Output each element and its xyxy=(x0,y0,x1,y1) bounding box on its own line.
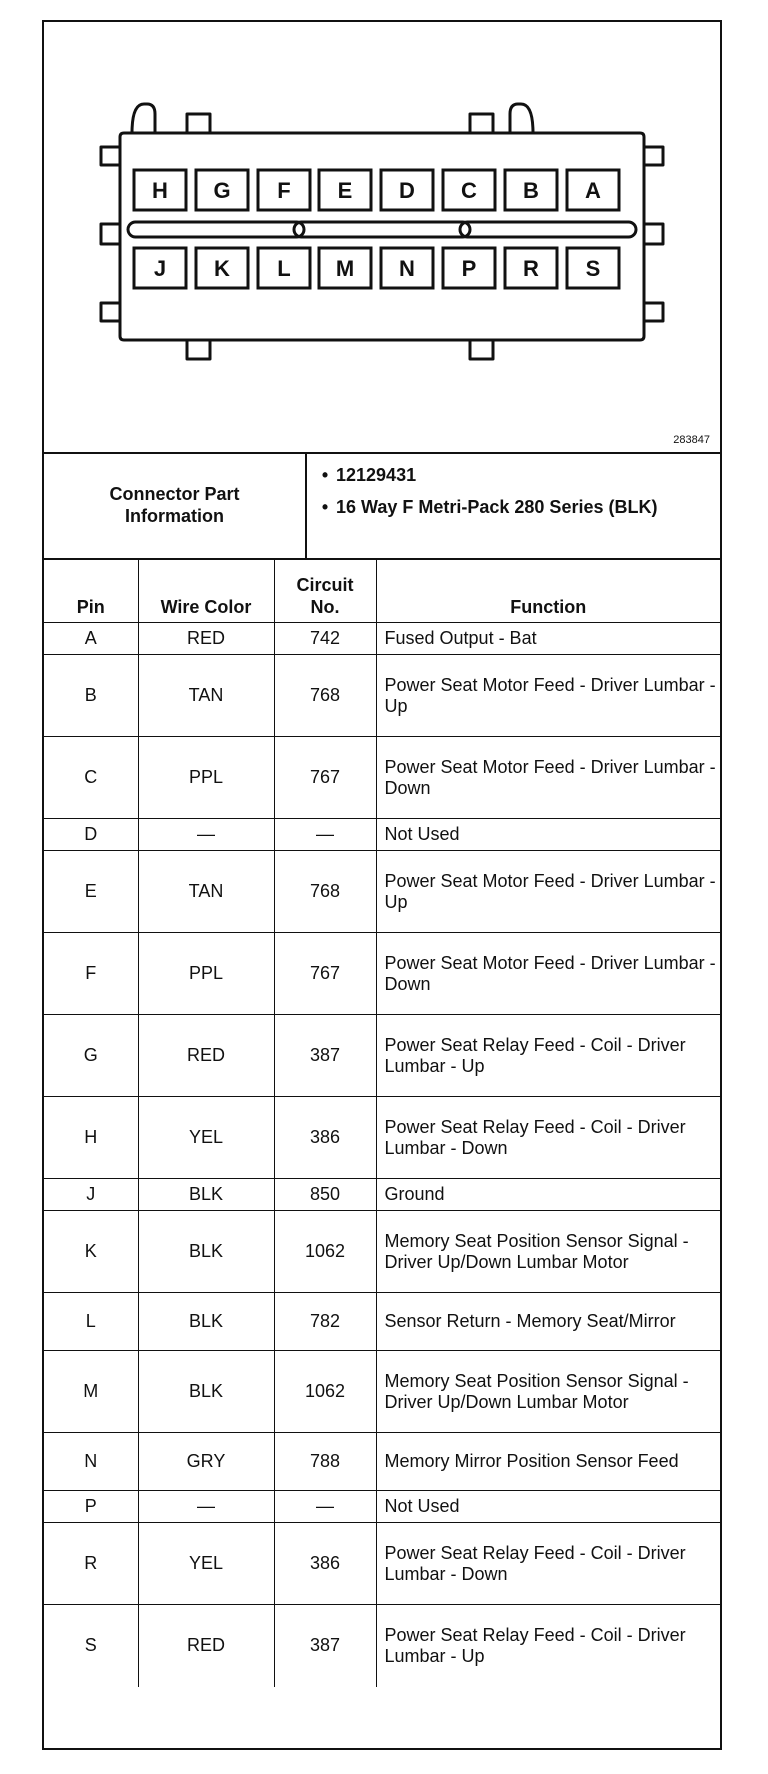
pin-slot-right xyxy=(460,222,636,237)
pin-label-P: P xyxy=(461,256,477,281)
table-row xyxy=(44,655,720,737)
function-cell: Fused Output - Bat xyxy=(376,623,720,655)
circuit-cell: 1062 xyxy=(274,1211,376,1293)
pin-label-G: G xyxy=(213,178,231,203)
pin-label-M: M xyxy=(335,256,355,281)
circuit-cell: 768 xyxy=(274,655,376,737)
connector-sheet xyxy=(42,20,722,1750)
pin-cell: N xyxy=(44,1433,138,1491)
wire-color-cell: RED xyxy=(138,1605,274,1687)
pin-label-L: L xyxy=(277,256,291,281)
table-row xyxy=(44,1015,720,1097)
circuit-cell: — xyxy=(274,819,376,851)
bullet-icon: • xyxy=(321,465,329,485)
pin-label-R: R xyxy=(523,256,539,281)
header-wire-color: Wire Color xyxy=(138,558,274,623)
pin-cell: C xyxy=(44,737,138,819)
circuit-cell: 767 xyxy=(274,737,376,819)
wire-color-cell: BLK xyxy=(138,1211,274,1293)
wire-color-cell: GRY xyxy=(138,1433,274,1491)
function-cell: Power Seat Relay Feed - Coil - Driver Lumbar - Down xyxy=(376,1523,720,1605)
top-tab-left xyxy=(187,114,210,133)
figure-number: 283847 xyxy=(673,434,710,446)
table-row xyxy=(44,1605,720,1687)
connector-part-information xyxy=(44,452,720,560)
side-tab-left-2 xyxy=(101,224,120,244)
connector-info-label: Connector Part Information xyxy=(109,484,240,526)
pin-cell: G xyxy=(44,1015,138,1097)
table-row xyxy=(44,1351,720,1433)
function-cell: Power Seat Motor Feed - Driver Lumbar - Up xyxy=(376,655,720,737)
function-cell: Memory Mirror Position Sensor Feed xyxy=(376,1433,720,1491)
function-cell: Memory Seat Position Sensor Signal - Driver Up/Down Lumbar Motor xyxy=(376,1351,720,1433)
table-row xyxy=(44,819,720,851)
bottom-tab-right xyxy=(470,340,493,359)
side-tab-left-1 xyxy=(101,147,120,165)
circuit-cell: 1062 xyxy=(274,1351,376,1433)
header-function: Function xyxy=(376,558,720,623)
pin-label-E: E xyxy=(337,178,353,203)
wire-color-cell: RED xyxy=(138,1015,274,1097)
circuit-cell: 387 xyxy=(274,1015,376,1097)
pin-cell: P xyxy=(44,1491,138,1523)
function-cell: Sensor Return - Memory Seat/Mirror xyxy=(376,1293,720,1351)
wire-color-cell: TAN xyxy=(138,655,274,737)
table-row xyxy=(44,1179,720,1211)
connector-info-item xyxy=(314,464,714,486)
pin-cell: K xyxy=(44,1211,138,1293)
circuit-cell: 742 xyxy=(274,623,376,655)
wire-color-cell: — xyxy=(138,819,274,851)
table-row xyxy=(44,1523,720,1605)
bottom-tab-left xyxy=(187,340,210,359)
pin-cell: L xyxy=(44,1293,138,1351)
pin-cell: D xyxy=(44,819,138,851)
pin-label-K: K xyxy=(214,256,230,281)
circuit-cell: 386 xyxy=(274,1097,376,1179)
pin-label-H: H xyxy=(152,178,168,203)
table-row xyxy=(44,1433,720,1491)
circuit-cell: 387 xyxy=(274,1605,376,1687)
bullet-icon: • xyxy=(321,497,329,517)
wire-color-cell: BLK xyxy=(138,1293,274,1351)
function-cell: Power Seat Relay Feed - Coil - Driver Lumbar - Down xyxy=(376,1097,720,1179)
pin-cell: M xyxy=(44,1351,138,1433)
left-latch xyxy=(132,104,155,133)
header-circuit-no: Circuit No. xyxy=(274,558,376,623)
right-latch xyxy=(510,104,533,133)
function-cell: Ground xyxy=(376,1179,720,1211)
connector-description: 16 Way F Metri-Pack 280 Series (BLK) xyxy=(336,497,658,517)
pin-cell: A xyxy=(44,623,138,655)
pin-cell: F xyxy=(44,933,138,1015)
pin-table-header xyxy=(44,558,720,623)
circuit-cell: 850 xyxy=(274,1179,376,1211)
pin-table xyxy=(44,558,720,1687)
top-tab-right xyxy=(470,114,493,133)
part-number: 12129431 xyxy=(336,465,417,485)
wire-color-cell: RED xyxy=(138,623,274,655)
wire-color-cell: PPL xyxy=(138,737,274,819)
wire-color-cell: BLK xyxy=(138,1351,274,1433)
table-row xyxy=(44,623,720,655)
side-tab-right-2 xyxy=(644,224,663,244)
pin-slot-middle xyxy=(294,222,470,237)
function-cell: Power Seat Motor Feed - Driver Lumbar - Down xyxy=(376,737,720,819)
connector-info-list xyxy=(314,464,714,528)
side-tab-right-3 xyxy=(644,303,663,321)
function-cell: Power Seat Relay Feed - Coil - Driver Lumbar - Up xyxy=(376,1605,720,1687)
pin-cell: R xyxy=(44,1523,138,1605)
function-cell: Not Used xyxy=(376,1491,720,1523)
connector-face-drawing xyxy=(44,22,720,452)
circuit-cell: 782 xyxy=(274,1293,376,1351)
table-row xyxy=(44,933,720,1015)
pin-cell: S xyxy=(44,1605,138,1687)
wire-color-cell: YEL xyxy=(138,1523,274,1605)
side-tab-right-1 xyxy=(644,147,663,165)
pin-label-F: F xyxy=(277,178,291,203)
wire-color-cell: TAN xyxy=(138,851,274,933)
function-cell: Power Seat Motor Feed - Driver Lumbar - Up xyxy=(376,851,720,933)
pin-label-J: J xyxy=(153,256,167,281)
circuit-cell: 788 xyxy=(274,1433,376,1491)
pin-slot-left xyxy=(128,222,304,237)
side-tab-left-3 xyxy=(101,303,120,321)
pin-label-A: A xyxy=(585,178,601,203)
wire-color-cell: — xyxy=(138,1491,274,1523)
pin-label-D: D xyxy=(399,178,415,203)
pin-cell: B xyxy=(44,655,138,737)
pin-label-C: C xyxy=(461,178,477,203)
circuit-cell: 386 xyxy=(274,1523,376,1605)
wire-color-cell: BLK xyxy=(138,1179,274,1211)
table-row xyxy=(44,737,720,819)
pin-label-N: N xyxy=(399,256,415,281)
circuit-cell: 768 xyxy=(274,851,376,933)
function-cell: Memory Seat Position Sensor Signal - Driver Up/Down Lumbar Motor xyxy=(376,1211,720,1293)
table-row xyxy=(44,1097,720,1179)
circuit-cell: 767 xyxy=(274,933,376,1015)
header-pin: Pin xyxy=(44,558,138,623)
pin-label-S: S xyxy=(585,256,601,281)
pin-cell: J xyxy=(44,1179,138,1211)
circuit-cell: — xyxy=(274,1491,376,1523)
pin-cell: E xyxy=(44,851,138,933)
function-cell: Not Used xyxy=(376,819,720,851)
function-cell: Power Seat Relay Feed - Coil - Driver Lumbar - Up xyxy=(376,1015,720,1097)
function-cell: Power Seat Motor Feed - Driver Lumbar - Down xyxy=(376,933,720,1015)
wire-color-cell: PPL xyxy=(138,933,274,1015)
table-row xyxy=(44,851,720,933)
pin-cell: H xyxy=(44,1097,138,1179)
table-row xyxy=(44,1293,720,1351)
pin-label-B: B xyxy=(523,178,539,203)
wire-color-cell: YEL xyxy=(138,1097,274,1179)
table-row xyxy=(44,1491,720,1523)
table-row xyxy=(44,1211,720,1293)
connector-diagram xyxy=(44,22,720,454)
connector-info-item xyxy=(314,496,714,518)
